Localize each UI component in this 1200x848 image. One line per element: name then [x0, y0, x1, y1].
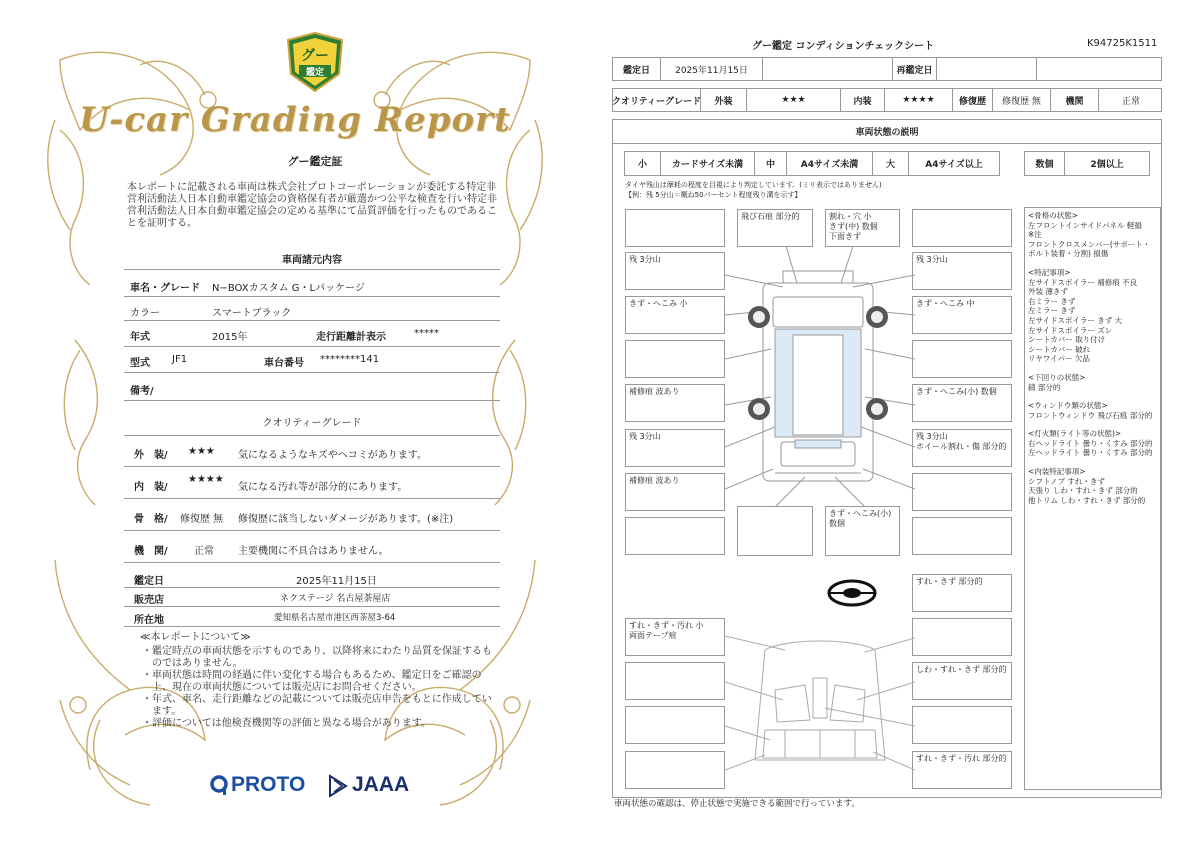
- grade-engine-label: 機関: [1051, 89, 1099, 111]
- sheet-footer: 車両状態の確認は、停止状態で実施できる範囲で行っています。: [614, 799, 860, 809]
- appraisal-date-value: 2025年11月15日: [296, 576, 377, 587]
- quality-engine-label: 機 関/: [134, 546, 168, 557]
- appraisal-date-label: 鑑定日: [134, 576, 164, 587]
- callout-right-5: きず・へこみ(小) 数個: [912, 384, 1012, 422]
- notes-lights-block: <灯火類(ライト等の状態)> 右ヘッドライト 曇り・くすみ 部分的 左ヘッドライト 曇り・くすみ 部分的: [1028, 429, 1153, 458]
- callout-left-1: [625, 209, 725, 247]
- interior-callout-left-2: [625, 662, 725, 700]
- quality-exterior-desc: 気になるようなキズやヘコミがあります。: [238, 450, 427, 461]
- shop-value: ネクステージ 名古屋茶屋店: [280, 594, 391, 604]
- spec-color-label: カラー: [130, 308, 160, 319]
- spec-remarks-label: 備考/: [130, 386, 154, 397]
- certificate-subtitle: グー鑑定証: [287, 155, 343, 168]
- certificate-statement: 本レポートに記載される車両は株式会社プロトコーポレーションが委託する特定非営利活動法人日本自動車鑑定協会の資格保有者が厳選かつ公平な検査を行い特定非営利活動法人日本自動車鑑定協会の定める基準にて品質評価を行ったものであることを証明する。: [127, 182, 497, 229]
- size-small-desc: カードサイズ未満: [661, 152, 755, 175]
- notes-special-block: <特記事項> 左サイドスポイラー 補修痕 不良 外装 薄きず 右ミラー きず 左ミラー きず 左サイドスポイラー きず 大 左サイドスポイラー ズレ シートカバー 取り付け シートカバー 破れ リヤワイパー 欠品: [1028, 267, 1138, 364]
- callout-left-5: 補修痕 波あり: [625, 384, 725, 422]
- callout-left-8: [625, 517, 725, 555]
- interior-callout-right-5: すれ・きず・汚れ 部分的: [912, 751, 1012, 789]
- grade-row: [612, 88, 1162, 112]
- car-interior-diagram: [725, 630, 915, 795]
- address-label: 所在地: [134, 615, 164, 626]
- spec-model-value: JF1: [172, 354, 188, 365]
- size-small: 小: [625, 152, 661, 175]
- quality-exterior-stars: ★★★: [188, 446, 215, 457]
- interior-callout-right-3: しわ・すれ・きず 部分的: [912, 662, 1012, 700]
- callout-left-4: [625, 340, 725, 378]
- note-item: ・車両状態は時間の経過に伴い変化する場合もあるため、鑑定日をご確認の上、現在の車両状態については販売店にお問合せください。: [142, 670, 482, 693]
- notes-window-block: <ウィンドウ類の状態> フロントウィンドウ 飛び石痕 部分的: [1028, 401, 1153, 420]
- quality-interior-stars: ★★★★: [188, 474, 224, 485]
- grading-certificate: [0, 0, 590, 848]
- quality-interior-label: 内 装/: [134, 482, 168, 493]
- note-item: ・鑑定時点の車両状態を示すものであり、以降将来にわたり品質を保証するものではありません。: [142, 646, 492, 669]
- callout-left-2: 残 3分山: [625, 252, 725, 290]
- callout-right-8: [912, 517, 1012, 555]
- jaaa-logo-icon: [328, 774, 348, 798]
- quality-frame-desc: 修復歴に該当しないダメージがあります。(※注): [238, 514, 454, 525]
- reappraisal-value: [937, 58, 1037, 80]
- divider: [124, 372, 500, 373]
- jaaa-logo: JAAA: [352, 773, 410, 796]
- size-large: 大: [873, 152, 909, 175]
- size-medium: 中: [755, 152, 787, 175]
- divider: [124, 400, 500, 401]
- size-count-desc: 2個以上: [1090, 160, 1124, 170]
- divider: [124, 269, 500, 270]
- callout-right-3: きず・へこみ 中: [912, 296, 1012, 334]
- grade-interior-label: 内装: [841, 89, 885, 111]
- date-label: 鑑定日: [613, 58, 661, 80]
- spec-model-label: 型式: [130, 358, 150, 369]
- date-row: [612, 57, 1162, 81]
- divider: [124, 498, 500, 499]
- interior-callout-left-1: すれ・きず・汚れ 小 両面テープ痕: [625, 618, 725, 656]
- grade-quality-label: クオリティーグレード: [613, 89, 701, 111]
- spec-name-label: 車名・グレード: [130, 283, 200, 294]
- divider: [124, 626, 500, 627]
- divider: [124, 466, 500, 467]
- interior-callout-left-3: [625, 706, 725, 744]
- notes-frame-block: <骨格の状態> 左フロントインサイドパネル 軽損 ※注 フロントクロスメンバー(サポート・ボルト装着・分割) 損傷: [1028, 211, 1151, 259]
- badge-text-kantei: 鑑定: [305, 68, 325, 78]
- footer-logos: [214, 770, 414, 802]
- quality-frame-status: 修復歴 無: [180, 514, 224, 525]
- size-count-legend: [1024, 151, 1150, 176]
- quality-interior-desc: 気になる汚れ等が部分的にあります。: [238, 482, 408, 493]
- report-notes: [140, 632, 500, 730]
- grade-interior-value: ★★★★: [885, 89, 953, 111]
- quality-frame-label: 骨 格/: [134, 514, 168, 525]
- callout-bottom-center-2: きず・へこみ(小) 数個: [825, 506, 900, 556]
- callout-right-2: 残 3分山: [912, 252, 1012, 290]
- certificate-title: U-car Grading Report: [79, 100, 511, 140]
- grade-repair-label: 修復歴: [953, 89, 993, 111]
- interior-callout-right-2: [912, 618, 1012, 656]
- callout-right-1: [912, 209, 1012, 247]
- notes-underbody-block: <下回りの状態> 錆 部分的: [1028, 372, 1086, 392]
- callout-right-7: [912, 473, 1012, 511]
- divider: [124, 530, 500, 531]
- divider: [124, 587, 500, 588]
- spec-odometer-value: *****: [414, 328, 439, 339]
- condition-title: 車両状態の説明: [613, 120, 1161, 144]
- callout-left-6: 残 3分山: [625, 429, 725, 467]
- callout-left-7: 補修痕 波あり: [625, 473, 725, 511]
- spec-chassis-label: 車台番号: [264, 358, 304, 369]
- quality-exterior-label: 外 装/: [134, 450, 168, 461]
- grade-repair-value: 修復歴 無: [993, 89, 1051, 111]
- callout-left-3: きず・へこみ 小: [625, 296, 725, 334]
- quality-engine-desc: 主要機関に不具合はありません。: [238, 546, 389, 557]
- date-empty-cell: [763, 58, 893, 80]
- spec-year-label: 年式: [130, 332, 150, 343]
- callout-top-center-1: 飛び石痕 部分的: [737, 209, 813, 247]
- callout-right-4: [912, 340, 1012, 378]
- date-value: 2025年11月15日: [661, 58, 763, 80]
- proto-logo: PROTO: [231, 773, 306, 796]
- grade-exterior-value: ★★★: [747, 89, 841, 111]
- callout-top-center-2: 割れ・穴 小 きず(中) 数個 下面きず: [825, 209, 900, 247]
- quality-heading: クオリティーグレード: [262, 418, 362, 429]
- spec-odometer-label: 走行距離計表示: [316, 332, 386, 343]
- callout-bottom-center-1: [737, 506, 813, 556]
- note-item: ・評価については他検査機関等の評価と異なる場合があります。: [142, 718, 431, 729]
- spec-name-value: N−BOXカスタム G・Lパッケージ: [212, 283, 365, 294]
- size-legend: [624, 151, 1000, 176]
- spec-color-value: スマートブラック: [212, 308, 292, 319]
- condition-notes-panel: [1024, 207, 1161, 790]
- divider: [124, 562, 500, 563]
- interior-callout-left-4: [625, 751, 725, 789]
- size-medium-desc: A4サイズ未満: [787, 152, 873, 175]
- address-value: 愛知県名古屋市港区西茶屋3-64: [274, 613, 396, 623]
- divider: [124, 435, 500, 436]
- reappraisal-label: 再鑑定日: [893, 58, 937, 80]
- size-count: 数個: [1025, 152, 1065, 175]
- note-item: ・年式、車名、走行距離などの記載については販売店申告をもとに作成しています。: [142, 694, 492, 717]
- steering-wheel-icon: [826, 578, 878, 608]
- sheet-title: グー鑑定 コンディションチェックシート: [752, 41, 935, 52]
- condition-check-sheet: [600, 0, 1200, 848]
- shop-label: 販売店: [134, 595, 164, 606]
- size-large-desc: A4サイズ以上: [925, 160, 983, 170]
- date-empty-cell: [1037, 58, 1163, 80]
- divider: [124, 346, 500, 347]
- badge-text-goo: グー: [301, 48, 329, 64]
- sheet-code: K94725K1511: [1087, 38, 1158, 49]
- grade-engine-value: 正常: [1121, 96, 1140, 107]
- quality-engine-status: 正常: [194, 546, 214, 557]
- proto-logo-icon: [210, 774, 230, 796]
- specs-heading: 車両諸元内容: [282, 255, 342, 266]
- divider: [124, 320, 500, 321]
- divider: [124, 606, 500, 607]
- interior-callout-right-1: すれ・きず 部分的: [912, 574, 1012, 612]
- callout-right-6: 残 3分山 ホイール割れ・傷 部分的: [912, 429, 1012, 467]
- divider: [124, 296, 500, 297]
- spec-year-value: 2015年: [212, 332, 248, 343]
- tire-note-2: 【例：残 5分山＝概ね50パーセント程度残り溝を示す】: [625, 191, 802, 199]
- grade-exterior-label: 外装: [701, 89, 747, 111]
- goo-appraisal-badge-icon: [287, 32, 343, 92]
- notes-interior-block: <内装特記事項> シフトノブ すれ・きず 天張り しわ・すれ・きず 部分的 他トリム しわ・すれ・きず 部分的: [1028, 467, 1146, 505]
- notes-title: ≪本レポートについて≫: [140, 632, 251, 643]
- spec-chassis-value: ********141: [320, 354, 380, 365]
- tire-note-1: タイヤ残山は摩耗の程度を目視により判定しています。(ミリ表示ではありません): [625, 181, 882, 189]
- interior-callout-right-4: [912, 706, 1012, 744]
- car-exterior-diagram: [725, 247, 915, 507]
